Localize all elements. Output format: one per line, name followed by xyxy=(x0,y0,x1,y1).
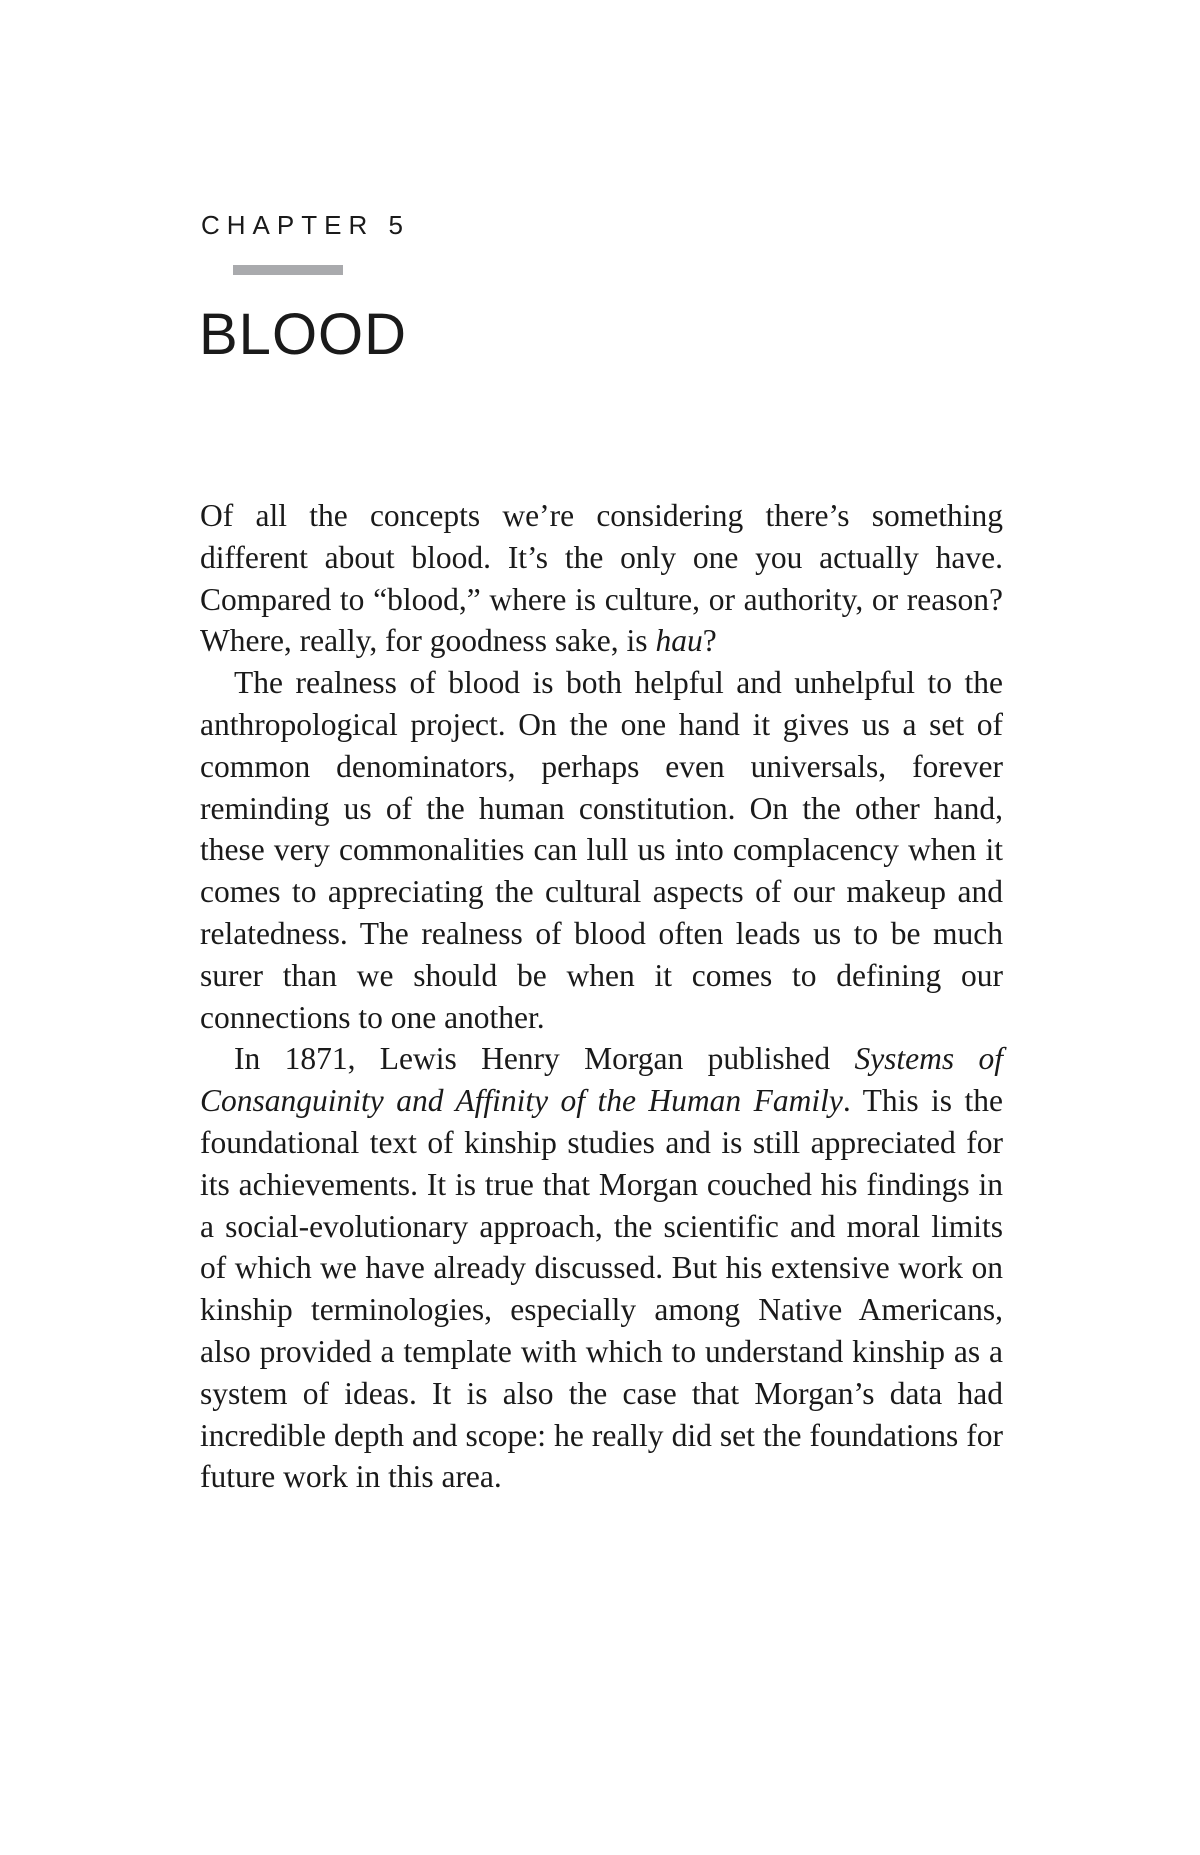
paragraph-1 xyxy=(200,495,1003,662)
body-text xyxy=(200,495,1003,1498)
paragraph-1-text-2: ? xyxy=(702,623,717,659)
paragraph-2-text-1: The realness of blood is both helpful and unhelpful to the anthropological project. On the one hand it gives us a set of common denominators, perhaps even universals, forever reminding us of the human constitution. On the other hand, these very commonalities can lull us into complacency when it comes to appreciating the cultural aspects of our makeup and relatedness. The realness of blood often leads us to be much surer than we should be when it comes to defining our connections to one another. xyxy=(200,665,1003,1035)
chapter-title: BLOOD xyxy=(199,302,408,367)
paragraph-3-italic-book-title: Systems of Consanguinity and Affinity of the Human Family xyxy=(200,1041,1003,1119)
paragraph-3-text-2: . This is the foundational text of kinship studies and is still appreciated for its achievements. It is true that Morgan couched his findings in a social-evolutionary approach, the scientific and moral limits of which we have already discussed. But his extensive work on kinship terminologies, especially among Native Americans, also provided a template with which to understand kinship as a system of ideas. It is also the case that Morgan’s data had incredible depth and scope: he really did set the foundations for future work in this area. xyxy=(200,1083,1003,1495)
paragraph-1-italic-hau: hau xyxy=(655,623,703,659)
chapter-label: CHAPTER 5 xyxy=(201,210,410,240)
paragraph-1-text-1: Of all the concepts we’re considering there’s something different about blood. It’s the only one you actually have. Compared to “blood,” where is culture, or authority, or reason? Where, really, for goodness sake, is xyxy=(200,498,1003,659)
paragraph-2 xyxy=(200,662,1003,1038)
chapter-rule xyxy=(233,265,343,275)
paragraph-3 xyxy=(200,1038,1003,1498)
paragraph-3-text-1: In 1871, Lewis Henry Morgan published xyxy=(234,1041,855,1077)
